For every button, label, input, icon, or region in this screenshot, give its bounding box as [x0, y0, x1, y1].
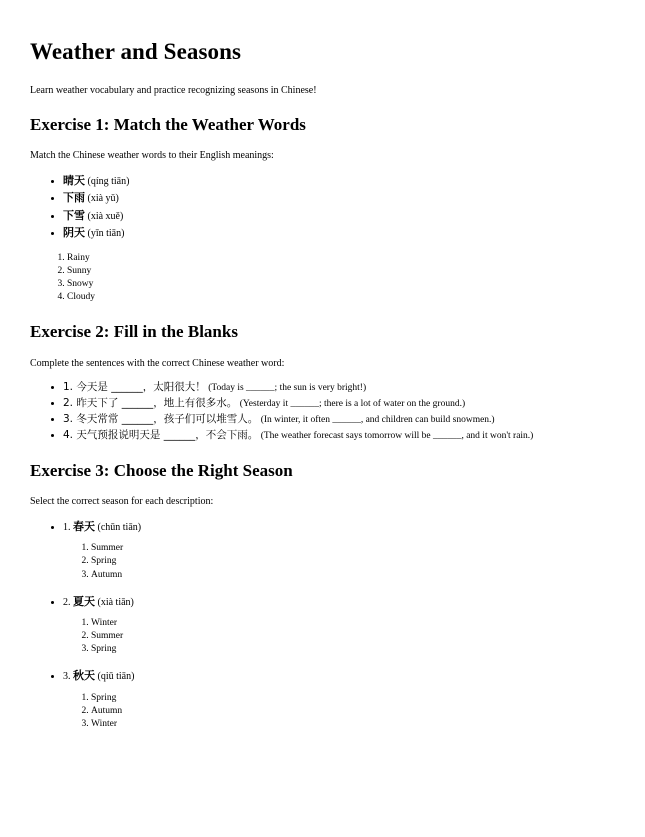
- chinese-word: 阴天: [63, 226, 85, 240]
- list-item[interactable]: 3. Spring: [91, 643, 615, 656]
- list-item: [63, 668, 615, 731]
- list-item: [63, 208, 615, 225]
- intro-paragraph: Learn weather vocabulary and practice recognizing seasons in Chinese!: [30, 84, 317, 96]
- list-item: [63, 190, 615, 207]
- sentence-english: (Yesterday it ______; there is a lot of water on the ground.): [239, 399, 466, 410]
- list-item[interactable]: 3. Autumn: [91, 569, 615, 582]
- sentence-english: (Today is ______; the sun is very bright!): [208, 383, 367, 394]
- sentence-english: (In winter, it often ______, and children can build snowmen.): [260, 415, 495, 426]
- pinyin-text: (chūn tiān): [97, 521, 142, 533]
- list-item[interactable]: 1. Spring: [91, 692, 615, 705]
- list-item: [63, 380, 615, 395]
- sentence-chinese: 1. 今天是 ______，太阳很大！: [63, 381, 206, 394]
- page-title: Weather and Seasons: [30, 39, 242, 64]
- list-item[interactable]: 1. Summer: [91, 542, 615, 555]
- list-item[interactable]: 2. Summer: [91, 630, 615, 643]
- exercise-2-heading: Exercise 2: Fill in the Blanks: [30, 322, 238, 342]
- fill-in-blank-list: [30, 380, 615, 443]
- chinese-word: 夏天: [73, 594, 95, 608]
- season-number: 2.: [63, 596, 71, 608]
- list-item: [63, 173, 615, 190]
- season-option-list: [63, 617, 615, 656]
- list-item: [63, 428, 615, 443]
- pinyin-text: (yīn tiān): [87, 228, 125, 240]
- pinyin-text: (xià yǔ): [87, 193, 119, 205]
- weather-word-list: [30, 173, 615, 242]
- chinese-word: 秋天: [73, 669, 95, 683]
- chinese-word: 下雪: [63, 208, 85, 222]
- sentence-chinese: 3. 冬天常常 ______，孩子们可以堆雪人。: [63, 413, 259, 426]
- pinyin-text: (xià tiān): [97, 596, 134, 608]
- sentence-chinese: 4. 天气预报说明天是 ______，不会下雨。: [63, 429, 259, 442]
- list-item: 1. Rainy: [67, 252, 615, 265]
- pinyin-text: (xià xuě): [87, 210, 124, 222]
- exercise-2-description: Complete the sentences with the correct Chinese weather word:: [30, 357, 285, 369]
- list-item: [63, 225, 615, 242]
- list-item[interactable]: 1. Winter: [91, 617, 615, 630]
- pinyin-text: (qíng tiān): [87, 175, 130, 187]
- season-number: 3.: [63, 671, 71, 683]
- season-option-list: [63, 542, 615, 581]
- season-option-list: [63, 692, 615, 731]
- list-item: 3. Snowy: [67, 278, 615, 291]
- exercise-3-description: Select the correct season for each description:: [30, 496, 214, 508]
- english-meaning-list: [30, 252, 615, 304]
- season-question-list: [30, 519, 615, 731]
- exercise-1-heading: Exercise 1: Match the Weather Words: [30, 115, 306, 135]
- list-item[interactable]: 2. Autumn: [91, 705, 615, 718]
- list-item: [63, 412, 615, 427]
- list-item[interactable]: 2. Spring: [91, 555, 615, 568]
- exercise-3-heading: Exercise 3: Choose the Right Season: [30, 460, 293, 480]
- list-item: 4. Cloudy: [67, 291, 615, 304]
- chinese-word: 春天: [73, 519, 95, 533]
- list-item: [63, 594, 615, 657]
- sentence-english: (The weather forecast says tomorrow will be ______, and it won't rain.): [260, 431, 534, 442]
- exercise-1-description: Match the Chinese weather words to their English meanings:: [30, 150, 274, 162]
- list-item: [63, 396, 615, 411]
- chinese-word: 晴天: [63, 173, 85, 187]
- season-number: 1.: [63, 521, 71, 533]
- list-item: 2. Sunny: [67, 265, 615, 278]
- list-item: [63, 519, 615, 582]
- sentence-chinese: 2. 昨天下了 ______，地上有很多水。: [63, 397, 238, 410]
- chinese-word: 下雨: [63, 191, 85, 205]
- pinyin-text: (qiū tiān): [97, 671, 135, 683]
- list-item[interactable]: 3. Winter: [91, 718, 615, 731]
